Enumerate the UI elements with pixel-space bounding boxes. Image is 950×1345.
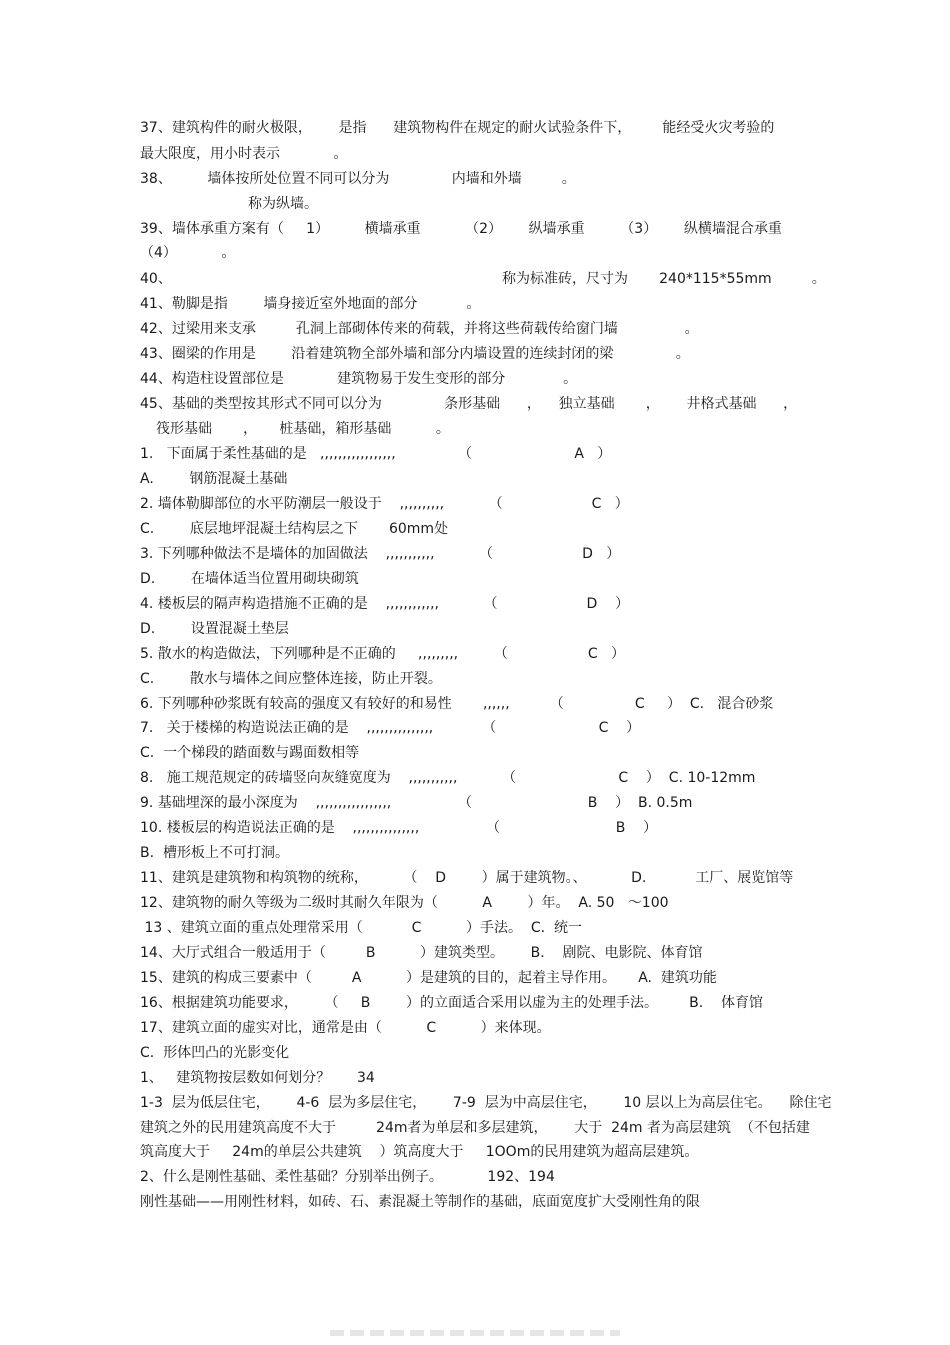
text-line: 刚性基础——用刚性材料，如砖、石、素混凝土等制作的基础，底面宽度扩大受刚性角的限	[140, 1194, 700, 1210]
text-line: C. 一个梯段的踏面数与踢面数相等	[140, 745, 360, 761]
text-line: A. 钢筋混凝土基础	[140, 471, 288, 487]
text-line: C. 散水与墙体之间应整体连接，防止开裂。	[140, 671, 442, 687]
text-line: 9. 基础埋深的最小深度为 ,,,,,,,,,,,,,,,,, （ B ） B. 0.5m	[140, 795, 693, 811]
text-line: 10. 楼板层的构造说法正确的是 ,,,,,,,,,,,,,,, （ B ）	[140, 820, 658, 836]
text-line: 8. 施工规范规定的砖墙竖向灰缝宽度为 ,,,,,,,,,,, （ C ） C. 10-12mm	[140, 770, 756, 786]
text-line: 称为纵墙。	[248, 196, 318, 212]
text-line: 16、根据建筑功能要求， （ B ）的立面适合采用以虚为主的处理手法。 B. 体育馆	[140, 995, 763, 1011]
page-footer-watermark	[330, 1330, 620, 1336]
text-line: 建筑之外的民用建筑高度不大于 24m者为单层和多层建筑， 大于 24m 者为高层建筑 （不包括建	[140, 1120, 810, 1136]
text-line: 称为标准砖，尺寸为 240*115*55mm 。	[502, 271, 826, 287]
text-line: 6. 下列哪种砂浆既有较高的强度又有较好的和易性 ,,,,,, （ C ） C. 混合砂浆	[140, 696, 774, 712]
text-line: 5. 散水的构造做法，下列哪种是不正确的 ,,,,,,,,, （ C ）	[140, 646, 625, 662]
text-line: B. 槽形板上不可打洞。	[140, 845, 289, 861]
text-line: 40、	[140, 271, 172, 287]
text-line: 最大限度，用小时表示 。	[140, 146, 348, 162]
text-line: 2. 墙体勒脚部位的水平防潮层一般设于 ,,,,,,,,,, （ C ）	[140, 496, 629, 512]
text-line: 17、建筑立面的虚实对比，通常是由（ C ）来体现。	[140, 1020, 551, 1036]
text-line: 44、构造柱设置部位是 建筑物易于发生变形的部分 。	[140, 371, 578, 387]
text-line: 38、 墙体按所处位置不同可以分为 内墙和外墙 。	[140, 171, 576, 187]
text-line: 1-3 层为低层住宅， 4-6 层为多层住宅， 7-9 层为中高层住宅， 10 层以上为高层住宅。 除住宅	[140, 1095, 832, 1111]
text-line: C. 形体凹凸的光影变化	[140, 1045, 290, 1061]
text-line: 筑高度大于 24m的单层公共建筑 ）筑高度大于 1OOm的民用建筑为超高层建筑。	[140, 1144, 699, 1160]
text-line: 45、基础的类型按其形式不同可以分为 条形基础 ， 独立基础 ， 井格式基础 ，	[140, 396, 798, 412]
text-line: 39、墙体承重方案有（ 1） 横墙承重 （2） 纵墙承重 （3） 纵横墙混合承重	[140, 221, 782, 237]
text-line: 1、 建筑物按层数如何划分？ 34	[140, 1070, 375, 1086]
text-line: 2、什么是刚性基础、柔性基础？分别举出例子。 192、194	[140, 1169, 555, 1185]
text-line: 41、勒脚是指 墙身接近室外地面的部分 。	[140, 296, 481, 312]
text-line: 13 、建筑立面的重点处理常采用（ C ）手法。 C. 统一	[140, 920, 582, 936]
text-line: 3. 下列哪种做法不是墙体的加固做法 ,,,,,,,,,,, （ D ）	[140, 546, 621, 562]
text-line: 12、建筑物的耐久等级为二级时其耐久年限为（ A ）年。 A. 50 ～100	[140, 895, 669, 911]
text-line: D. 在墙体适当位置用砌块砌筑	[140, 571, 359, 587]
text-line: C. 底层地坪混凝土结构层之下 60mm处	[140, 521, 449, 537]
text-line: 4. 楼板层的隔声构造措施不正确的是 ,,,,,,,,,,,, （ D ）	[140, 596, 630, 612]
text-line: 15、建筑的构成三要素中（ A ）是建筑的目的，起着主导作用。 A. 建筑功能	[140, 970, 717, 986]
text-line: 7. 关于楼梯的构造说法正确的是 ,,,,,,,,,,,,,,, （ C ）	[140, 720, 641, 736]
text-line: 43、圈梁的作用是 沿着建筑物全部外墙和部分内墙设置的连续封闭的梁 。	[140, 346, 690, 362]
text-line: 14、大厅式组合一般适用于（ B ）建筑类型。 B. 剧院、电影院、体育馆	[140, 945, 703, 961]
text-line: D. 设置混凝土垫层	[140, 621, 289, 637]
text-line: 1. 下面属于柔性基础的是 ,,,,,,,,,,,,,,,,, （ A ）	[140, 446, 612, 462]
text-line: 37、建筑构件的耐火极限， 是指 建筑物构件在规定的耐火试验条件下， 能经受火灾考验的	[140, 120, 775, 136]
text-line: 11、建筑是建筑物和构筑物的统称， （ D ）属于建筑物。、 D. 工厂、展览馆等	[140, 870, 794, 886]
text-line: 42、过梁用来支承 孔洞上部砌体传来的荷载，并将这些荷载传给窗门墙 。	[140, 321, 699, 337]
text-line: 筏形基础 ， 桩基础，箱形基础 。	[156, 421, 450, 437]
text-line: （4） 。	[140, 245, 236, 261]
